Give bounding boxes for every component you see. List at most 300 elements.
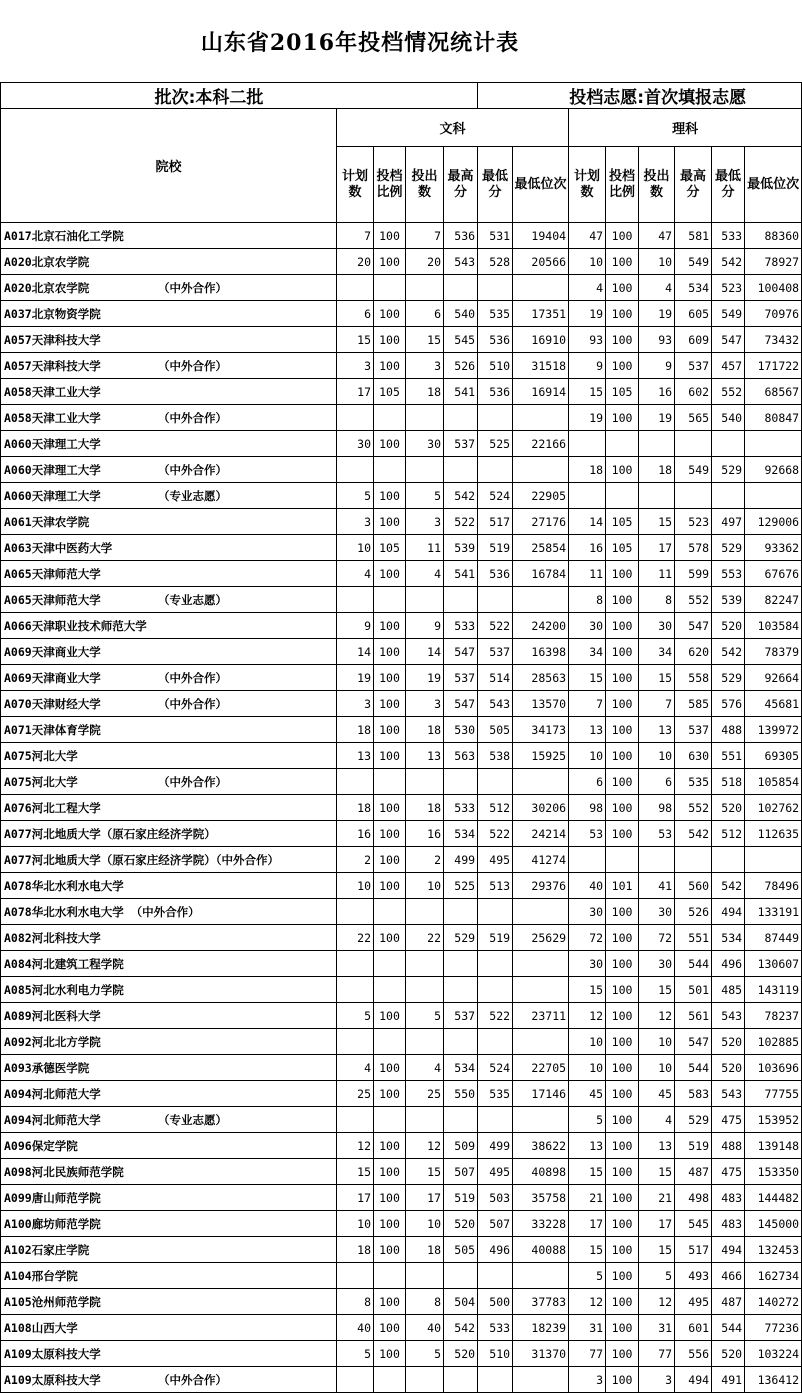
school-name — [1, 1263, 337, 1289]
like-cell: 494 — [712, 899, 745, 925]
wenke-cell: 15 — [337, 1159, 374, 1185]
table-row — [1, 743, 802, 769]
school-name — [1, 535, 337, 561]
wenke-cell: 5 — [337, 1341, 374, 1367]
like-cell: 5 — [569, 1263, 606, 1289]
wenke-cell: 27176 — [513, 509, 569, 535]
like-cell: 7 — [639, 691, 675, 717]
wenke-cell: 31370 — [513, 1341, 569, 1367]
wenke-cell: 100 — [374, 1159, 406, 1185]
like-cell: 6 — [639, 769, 675, 795]
like-cell: 8 — [639, 587, 675, 613]
school-name-text: A076河北工程大学 — [4, 800, 101, 815]
like-cell: 15 — [569, 379, 606, 405]
school-name — [1, 1003, 337, 1029]
wenke-cell: 9 — [406, 613, 444, 639]
school-name-text: A092河北北方学院 — [4, 1034, 101, 1049]
like-cell: 70976 — [745, 301, 802, 327]
page-title: 山东省2016年投档情况统计表 — [200, 30, 520, 56]
wenke-cell: 496 — [478, 1237, 513, 1263]
school-name-text: A089河北医科大学 — [4, 1008, 101, 1023]
wenke-cell — [513, 1107, 569, 1133]
like-cell: 129006 — [745, 509, 802, 535]
table-row — [1, 275, 802, 301]
wenke-cell: 100 — [374, 561, 406, 587]
school-name-text: A104邢台学院 — [4, 1268, 78, 1283]
like-cell: 103584 — [745, 613, 802, 639]
table-row — [1, 431, 802, 457]
like-cell: 78379 — [745, 639, 802, 665]
school-name — [1, 795, 337, 821]
like-cell: 14 — [569, 509, 606, 535]
wenke-cell: 533 — [444, 613, 478, 639]
like-cell: 139148 — [745, 1133, 802, 1159]
like-cell: 496 — [712, 951, 745, 977]
wenke-cell — [374, 951, 406, 977]
wenke-cell: 541 — [444, 379, 478, 405]
like-cell: 100 — [606, 275, 639, 301]
wenke-cell: 14 — [337, 639, 374, 665]
school-name-text: A105沧州师范学院 — [4, 1294, 101, 1309]
wenke-cell: 536 — [478, 379, 513, 405]
like-cell: 100 — [606, 925, 639, 951]
wenke-cell: 3 — [337, 509, 374, 535]
wenke-cell — [444, 1263, 478, 1289]
wenke-cell — [374, 587, 406, 613]
wenke-cell: 528 — [478, 249, 513, 275]
like-cell: 549 — [675, 249, 712, 275]
wenke-cell: 100 — [374, 1185, 406, 1211]
like-cell: 520 — [712, 1341, 745, 1367]
table-row — [1, 613, 802, 639]
school-name — [1, 1315, 337, 1341]
wenke-cell — [374, 457, 406, 483]
wenke-cell: 534 — [444, 1055, 478, 1081]
wenke-cell: 6 — [337, 301, 374, 327]
like-cell: 31 — [639, 1315, 675, 1341]
school-name — [1, 483, 337, 509]
wenke-cell: 536 — [478, 327, 513, 353]
wenke-cell: 5 — [406, 483, 444, 509]
school-name-text: A094河北师范大学 — [4, 1112, 101, 1127]
wenke-cell: 10 — [337, 873, 374, 899]
wenke-cell: 522 — [478, 1003, 513, 1029]
like-cell — [569, 431, 606, 457]
school-name-text: A063天津中医药大学 — [4, 540, 113, 555]
wenke-cell: 510 — [478, 1341, 513, 1367]
wenke-cell — [374, 275, 406, 301]
wenke-cell — [337, 769, 374, 795]
table-row — [1, 379, 802, 405]
wenke-cell: 545 — [444, 327, 478, 353]
school-name-text: A057天津科技大学 — [4, 358, 101, 373]
wenke-cell: 100 — [374, 1341, 406, 1367]
wenke-cell — [406, 275, 444, 301]
like-cell: 534 — [675, 275, 712, 301]
wenke-cell — [444, 405, 478, 431]
like-cell — [745, 847, 802, 873]
school-name — [1, 821, 337, 847]
wenke-cell: 537 — [444, 1003, 478, 1029]
wenke-cell: 100 — [374, 431, 406, 457]
wenke-cell — [444, 951, 478, 977]
table-row — [1, 457, 802, 483]
wenke-cell: 22 — [406, 925, 444, 951]
like-cell: 100 — [606, 1237, 639, 1263]
wenke-cell: 499 — [478, 1133, 513, 1159]
like-cell: 144482 — [745, 1185, 802, 1211]
school-name — [1, 951, 337, 977]
like-cell: 529 — [712, 535, 745, 561]
like-cell: 547 — [675, 613, 712, 639]
school-name — [1, 873, 337, 899]
wenke-cell — [478, 587, 513, 613]
wenke-cell: 13570 — [513, 691, 569, 717]
wenke-cell: 543 — [444, 249, 478, 275]
like-cell: 45 — [569, 1081, 606, 1107]
wenke-cell: 495 — [478, 847, 513, 873]
like-cell: 30 — [639, 951, 675, 977]
wenke-cell — [444, 1367, 478, 1393]
school-name — [1, 899, 337, 925]
wenke-cell — [337, 457, 374, 483]
wenke-cell: 17 — [337, 379, 374, 405]
like-cell: 9 — [639, 353, 675, 379]
like-cell: 475 — [712, 1107, 745, 1133]
wenke-cell: 507 — [478, 1211, 513, 1237]
wenke-cell: 17 — [406, 1185, 444, 1211]
like-cell: 457 — [712, 353, 745, 379]
wenke-cell — [478, 1367, 513, 1393]
wenke-cell: 547 — [444, 691, 478, 717]
like-cell: 100 — [606, 1029, 639, 1055]
school-name-text: A020北京农学院 — [4, 280, 90, 295]
wenke-cell: 4 — [406, 561, 444, 587]
wenke-cell: 5 — [406, 1341, 444, 1367]
wenke-cell: 25 — [337, 1081, 374, 1107]
like-cell: 15 — [639, 977, 675, 1003]
like-cell: 34 — [639, 639, 675, 665]
like-cell — [639, 847, 675, 873]
like-cell — [569, 483, 606, 509]
like-cell: 100 — [606, 977, 639, 1003]
table-row — [1, 1055, 802, 1081]
like-cell: 92668 — [745, 457, 802, 483]
like-cell: 100 — [606, 301, 639, 327]
like-cell: 40 — [569, 873, 606, 899]
wenke-cell: 536 — [478, 561, 513, 587]
like-cell: 100 — [606, 639, 639, 665]
wenke-cell — [337, 1029, 374, 1055]
school-name-text: A084河北建筑工程学院 — [4, 956, 124, 971]
wenke-cell: 25629 — [513, 925, 569, 951]
school-name-text: A093承德医学院 — [4, 1060, 90, 1075]
school-note: （中外合作） — [158, 358, 227, 373]
like-cell: 5 — [569, 1107, 606, 1133]
wenke-cell: 533 — [444, 795, 478, 821]
wenke-cell — [478, 1107, 513, 1133]
like-cell: 12 — [639, 1289, 675, 1315]
wenke-cell: 537 — [444, 431, 478, 457]
school-name — [1, 977, 337, 1003]
like-cell: 105854 — [745, 769, 802, 795]
wenke-cell: 512 — [478, 795, 513, 821]
like-cell: 45 — [639, 1081, 675, 1107]
like-cell: 561 — [675, 1003, 712, 1029]
school-note: （中外合作） — [158, 696, 227, 711]
wenke-cell — [337, 1107, 374, 1133]
like-cell: 100 — [606, 1107, 639, 1133]
school-name — [1, 561, 337, 587]
like-col-header: 投出数 — [639, 147, 675, 223]
wenke-cell: 522 — [478, 821, 513, 847]
like-cell: 21 — [639, 1185, 675, 1211]
wenke-cell: 16 — [406, 821, 444, 847]
table-row — [1, 1029, 802, 1055]
like-cell: 529 — [712, 665, 745, 691]
like-cell: 487 — [712, 1289, 745, 1315]
like-cell: 100 — [606, 665, 639, 691]
like-cell — [712, 483, 745, 509]
wenke-cell — [337, 587, 374, 613]
school-name — [1, 1211, 337, 1237]
school-name-text: A069天津商业大学 — [4, 644, 101, 659]
wenke-cell: 17351 — [513, 301, 569, 327]
table-row — [1, 1159, 802, 1185]
school-name-text: A100廊坊师范学院 — [4, 1216, 101, 1231]
like-cell: 512 — [712, 821, 745, 847]
wenke-cell: 23711 — [513, 1003, 569, 1029]
like-cell: 145000 — [745, 1211, 802, 1237]
school-name-text: A094河北师范大学 — [4, 1086, 101, 1101]
wenke-cell: 5 — [337, 1003, 374, 1029]
school-name-text: A077河北地质大学（原石家庄经济学院）（中外合作） — [4, 852, 279, 867]
wenke-cell: 3 — [337, 353, 374, 379]
like-cell: 520 — [712, 1055, 745, 1081]
wenke-cell: 10 — [406, 873, 444, 899]
wenke-cell: 495 — [478, 1159, 513, 1185]
like-cell: 100 — [606, 327, 639, 353]
like-col-header: 最低分 — [712, 147, 745, 223]
school-name-text: A108山西大学 — [4, 1320, 78, 1335]
wenke-cell: 33228 — [513, 1211, 569, 1237]
like-cell: 605 — [675, 301, 712, 327]
like-cell: 9 — [569, 353, 606, 379]
wenke-cell: 524 — [478, 483, 513, 509]
like-cell: 475 — [712, 1159, 745, 1185]
school-name — [1, 1341, 337, 1367]
wenke-cell: 517 — [478, 509, 513, 535]
like-cell: 77755 — [745, 1081, 802, 1107]
wenke-cell: 519 — [478, 535, 513, 561]
like-cell: 520 — [712, 795, 745, 821]
like-cell: 100 — [606, 1341, 639, 1367]
like-cell: 17 — [639, 1211, 675, 1237]
table-row — [1, 301, 802, 327]
wenke-cell: 13 — [337, 743, 374, 769]
wenke-cell — [513, 275, 569, 301]
wenke-cell: 526 — [444, 353, 478, 379]
wenke-cell: 3 — [337, 691, 374, 717]
school-name-text: A096保定学院 — [4, 1138, 78, 1153]
wenke-cell — [513, 977, 569, 1003]
wenke-cell: 522 — [478, 613, 513, 639]
wenke-cell: 542 — [444, 483, 478, 509]
school-note: （中外合作） — [158, 774, 227, 789]
like-cell: 98 — [639, 795, 675, 821]
school-name-text: A077河北地质大学（原石家庄经济学院） — [4, 826, 216, 841]
table-row — [1, 1081, 802, 1107]
school-name-text: A082河北科技大学 — [4, 930, 101, 945]
like-cell — [569, 847, 606, 873]
like-cell: 30 — [639, 899, 675, 925]
school-name-text: A020北京农学院 — [4, 254, 90, 269]
like-cell: 100 — [606, 1133, 639, 1159]
wenke-cell: 100 — [374, 717, 406, 743]
like-cell: 19 — [569, 405, 606, 431]
school-name-text: A075河北大学 — [4, 748, 78, 763]
wenke-cell: 563 — [444, 743, 478, 769]
like-cell: 69305 — [745, 743, 802, 769]
wenke-cell: 18 — [406, 717, 444, 743]
like-cell: 18 — [639, 457, 675, 483]
wenke-cell: 16398 — [513, 639, 569, 665]
wenke-cell: 18239 — [513, 1315, 569, 1341]
like-cell: 15 — [639, 665, 675, 691]
school-name — [1, 691, 337, 717]
wenke-cell: 18 — [406, 1237, 444, 1263]
table-row — [1, 509, 802, 535]
wenke-cell: 100 — [374, 1211, 406, 1237]
like-cell: 599 — [675, 561, 712, 587]
wenke-cell: 550 — [444, 1081, 478, 1107]
like-cell: 15 — [639, 509, 675, 535]
like-cell — [606, 431, 639, 457]
school-name — [1, 353, 337, 379]
like-cell: 11 — [569, 561, 606, 587]
like-cell: 100 — [606, 899, 639, 925]
like-cell: 10 — [569, 249, 606, 275]
wenke-cell: 16 — [337, 821, 374, 847]
wenke-cell: 100 — [374, 873, 406, 899]
wenke-cell: 16910 — [513, 327, 569, 353]
wenke-cell: 100 — [374, 1237, 406, 1263]
wenke-cell: 537 — [478, 639, 513, 665]
wenke-cell: 525 — [444, 873, 478, 899]
wenke-cell — [444, 1029, 478, 1055]
wenke-col-header: 最高分 — [444, 147, 478, 223]
table-row — [1, 1185, 802, 1211]
like-cell: 19 — [569, 301, 606, 327]
like-cell: 98 — [569, 795, 606, 821]
wenke-cell — [478, 951, 513, 977]
like-cell: 495 — [675, 1289, 712, 1315]
wenke-cell: 2 — [406, 847, 444, 873]
like-cell: 132453 — [745, 1237, 802, 1263]
wenke-cell: 100 — [374, 301, 406, 327]
wenke-cell: 541 — [444, 561, 478, 587]
wenke-cell — [444, 769, 478, 795]
like-cell — [675, 483, 712, 509]
like-cell: 82247 — [745, 587, 802, 613]
like-cell: 153952 — [745, 1107, 802, 1133]
like-cell: 30 — [639, 613, 675, 639]
like-cell: 551 — [712, 743, 745, 769]
wenke-cell: 28563 — [513, 665, 569, 691]
wenke-cell: 100 — [374, 1315, 406, 1341]
like-cell: 494 — [675, 1367, 712, 1393]
wenke-cell: 20 — [406, 249, 444, 275]
like-col-header: 最高分 — [675, 147, 712, 223]
table-row — [1, 795, 802, 821]
like-cell: 5 — [639, 1263, 675, 1289]
like-cell — [639, 431, 675, 457]
like-cell: 100 — [606, 561, 639, 587]
like-cell: 4 — [569, 275, 606, 301]
table-row — [1, 717, 802, 743]
wenke-cell: 542 — [444, 1315, 478, 1341]
like-cell: 12 — [639, 1003, 675, 1029]
like-cell: 100 — [606, 405, 639, 431]
wenke-cell: 17146 — [513, 1081, 569, 1107]
school-name-text: A069天津商业大学 — [4, 670, 101, 685]
wenke-cell: 100 — [374, 743, 406, 769]
wenke-cell: 19 — [337, 665, 374, 691]
wenke-cell: 505 — [478, 717, 513, 743]
table-row — [1, 1263, 802, 1289]
like-cell: 552 — [675, 587, 712, 613]
wenke-cell — [478, 899, 513, 925]
school-name-text: A066天津职业技术师范大学 — [4, 618, 147, 633]
school-name — [1, 1081, 337, 1107]
wenke-cell — [444, 275, 478, 301]
like-cell: 15 — [569, 1237, 606, 1263]
school-name-text: A061天津农学院 — [4, 514, 90, 529]
school-name-text: A085河北水利电力学院 — [4, 982, 124, 997]
like-cell: 520 — [712, 1029, 745, 1055]
like-cell: 93 — [569, 327, 606, 353]
wenke-cell: 10 — [337, 1211, 374, 1237]
like-cell: 491 — [712, 1367, 745, 1393]
wenke-cell: 100 — [374, 1081, 406, 1107]
wenke-cell — [374, 1263, 406, 1289]
school-name — [1, 613, 337, 639]
wenke-cell: 18 — [337, 717, 374, 743]
like-cell: 498 — [675, 1185, 712, 1211]
like-cell: 92664 — [745, 665, 802, 691]
wenke-cell: 15925 — [513, 743, 569, 769]
like-cell: 100 — [606, 1367, 639, 1393]
like-cell: 77236 — [745, 1315, 802, 1341]
batch-label: 批次:本科二批 — [1, 83, 478, 109]
like-cell: 542 — [712, 639, 745, 665]
wenke-cell: 31518 — [513, 353, 569, 379]
like-cell: 483 — [712, 1211, 745, 1237]
wenke-cell — [406, 769, 444, 795]
like-cell: 10 — [639, 1055, 675, 1081]
like-cell: 162734 — [745, 1263, 802, 1289]
wenke-cell — [374, 405, 406, 431]
school-name — [1, 1107, 337, 1133]
school-name — [1, 769, 337, 795]
wenke-cell: 538 — [478, 743, 513, 769]
wenke-col-header: 计划数 — [337, 147, 374, 223]
like-cell: 100 — [606, 743, 639, 769]
like-cell: 7 — [569, 691, 606, 717]
wenke-cell — [406, 899, 444, 925]
wenke-cell — [406, 457, 444, 483]
table-row — [1, 639, 802, 665]
